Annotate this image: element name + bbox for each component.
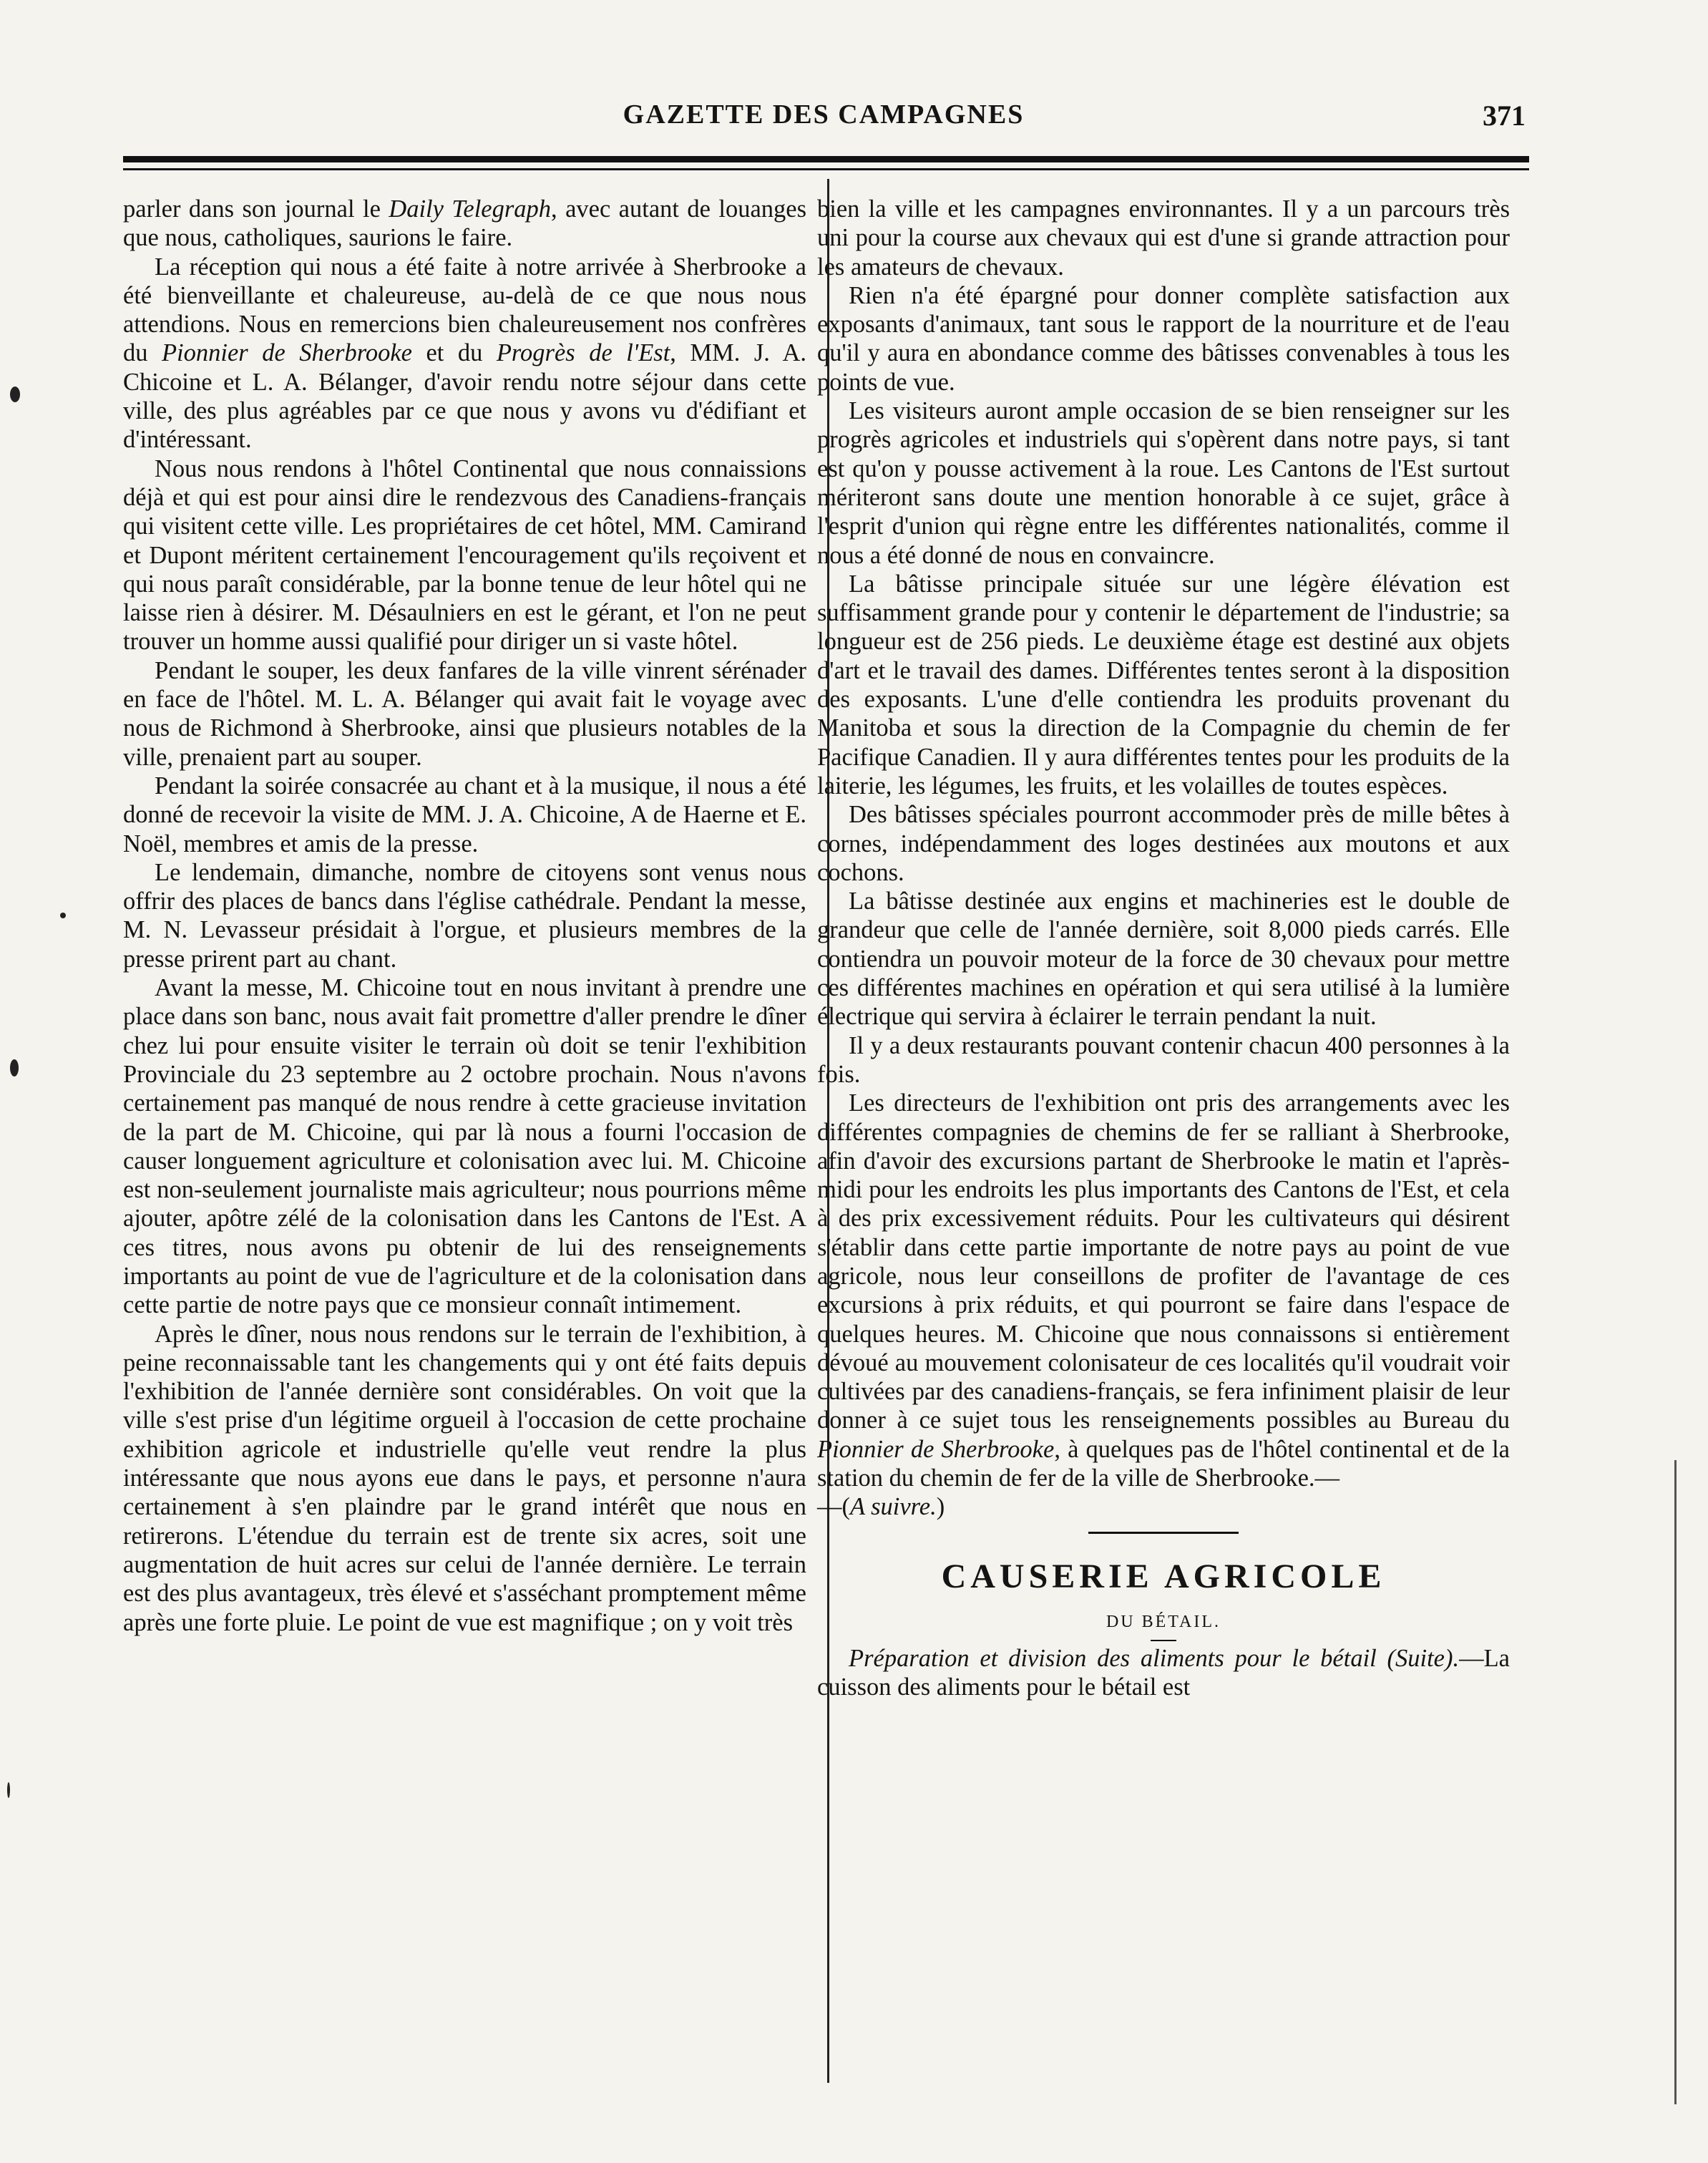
- subheading-rule: [1151, 1640, 1176, 1641]
- paragraph-5: Pendant la soirée consacrée au chant et à la musique, il nous a été donné de recevoir la visite de MM. J. A. Chicoine, A de Haerne et E. Noël, membres et amis de la presse.: [123, 772, 806, 857]
- paragraph-7: Avant la messe, M. Chicoine tout en nous invitant à prendre une place dans son banc, nous avait fait promettre d'aller prendre le dîner chez lui pour ensuite visiter le terrain où doit se tenir l'exhibition Provinciale du 23 septembre au 2 octobre prochain. Nous n'avons certainement pas manqué de nous rendre à cette gracieuse invitation de la part de M. Chicoine, qui par là nous a fourni l'occasion de causer longuement agriculture et colonisation avec lui. M. Chicoine est non-seulement journaliste mais agriculteur; nous pourrions même ajouter, apôtre zélé de la colonisation dans les Cantons de l'Est. A ces titres, nous avons pu obtenir de lui des renseignements importants au point de vue de l'agriculture et de la colonisation dans cette partie de notre pays que ce monsieur connaît intimement.: [123, 974, 806, 1319]
- daily-telegraph-title: Daily Telegraph: [389, 195, 552, 223]
- margin-speck: [60, 913, 66, 918]
- paragraph-2-text-c: , MM. J. A. Chicoine et L. A. Bélanger, d'avoir rendu notre séjour dans cette ville, des plus agréables par ce que nous y avons vu d'édifiant et d'intéressant.: [123, 339, 806, 454]
- paragraph-16-text-a: Les directeurs de l'exhibition ont pris des arrangements avec les différentes compagnies de chemins de fer se ralliant à Sherbrooke, afin d'avoir des excursions partant de Sherbrooke le matin et l'après-midi pour les endroits les plus importants des Cantons de l'Est, et cela à des prix excessivement réduits. Pour les cultivateurs qui désirent s'établir dans cette partie importante de notre pays au point de vue agricole, nous leur conseillons de profiter de l'avantage de ces excursions à prix réduits, et qui pourront se faire dans l'espace de quelques heures. M. Chicoine que nous connaissons si entièrement dévoué au mouvement colonisateur de ces localités qu'il voudrait voir cultivées par des canadiens-français, se fera infiniment plaisir de leur donner à ce sujet tous les renseignements possibles au Bureau du: [817, 1089, 1510, 1434]
- section-separator-rule: [1088, 1532, 1239, 1534]
- paragraph-3: Nous nous rendons à l'hôtel Continental que nous connaissions déjà et qui est pour ainsi dire le rendezvous des Canadiens-français qui visitent cette ville. Les propriétaires de cet hôtel, MM. Camirand et Dupont méritent certainement l'encouragement qu'ils reçoivent et qui nous paraît considérable, par la bonne tenue de leur hôtel qui ne laisse rien à désirer. M. Désaulniers en est le gérant, et l'on ne peut trouver un homme aussi qualifié pour diriger un si vaste hôtel.: [123, 455, 806, 656]
- margin-speck: [10, 387, 20, 402]
- paragraph-15: Il y a deux restaurants pouvant contenir chacun 400 personnes à la fois.: [817, 1031, 1510, 1088]
- paragraph-9: bien la ville et les campagnes environnantes. Il y a un parcours très uni pour la course aux chevaux qui est d'une si grande attraction pour les amateurs de chevaux.: [817, 195, 1510, 281]
- paragraph-1-text-a: parler dans son journal le: [123, 195, 389, 223]
- margin-speck: [7, 1782, 10, 1798]
- paragraph-17-lead: Préparation et division des aliments pour le bétail (Suite).: [849, 1644, 1460, 1672]
- paragraph-17: [817, 1644, 1510, 1702]
- paragraph-2-text-a: La réception qui nous a été faite à notre arrivée à Sherbrooke a été bienveillante et chaleureuse, au-delà de ce que nous nous attendions. Nous en remercions bien chaleureusement nos confrères du: [123, 253, 806, 367]
- paragraph-2: [123, 253, 806, 455]
- paragraph-4: Pendant le souper, les deux fanfares de la ville vinrent sérénader en face de l'hôtel. M. L. A. Bélanger qui avait fait le voyage avec nous de Richmond à Sherbrooke, ainsi que plusieurs notables de la ville, prenaient part au souper.: [123, 656, 806, 771]
- right-column: [817, 195, 1510, 1701]
- paragraph-11: Les visiteurs auront ample occasion de se bien renseigner sur les progrès agricoles et industriels qui s'opèrent dans notre pays, si tant est qu'on y pousse activement à la roue. Les Cantons de l'Est surtout mériteront sans doute une mention honorable à ce sujet, grâce à l'esprit d'union qui règne entre les différentes nationalités, comme il nous a été donné de nous en convaincre.: [817, 397, 1510, 569]
- paragraph-14: La bâtisse destinée aux engins et machineries est le double de grandeur que celle de l'année dernière, soit 8,000 pieds carrés. Elle contiendra un pouvoir moteur de la force de 30 chevaux pour mettre ces différentes machines en opération et qui sera utilisé à la lumière électrique qui servira à éclairer le terrain pendant la nuit.: [817, 888, 1510, 1031]
- paragraph-16: [817, 1089, 1510, 1492]
- paragraph-16-text-b: , à quelques pas de l'hôtel continental et de la station du chemin de fer de la ville de Sherbrooke.—: [817, 1435, 1510, 1492]
- to-be-continued-open: —(: [817, 1493, 850, 1521]
- pionnier-title-2: Pionnier de Sherbrooke: [817, 1435, 1055, 1463]
- left-column: [123, 195, 806, 1637]
- paragraph-12: La bâtisse principale située sur une légère élévation est suffisamment grande pour y contenir le département de l'industrie; sa longueur est de 256 pieds. Le deuxième étage est destiné aux objets d'art et le travail des dames. Différentes tentes seront à la disposition des exposants. L'une d'elle contiendra les produits provenant du Manitoba et sous la direction de la Compagnie du chemin de fer Pacifique Canadien. Il y aura différentes tentes pour les produits de la laiterie, les légumes, les fruits, et les volailles de toutes espèces.: [817, 570, 1510, 799]
- margin-speck: [1674, 1460, 1677, 2104]
- progres-title: Progrès de l'Est: [496, 339, 670, 367]
- paragraph-1-text-b: , avec autant de louanges que nous, catholiques, saurions le faire.: [123, 195, 806, 252]
- section-heading: CAUSERIE AGRICOLE: [941, 1557, 1386, 1595]
- header-rule-thin: [123, 168, 1529, 170]
- to-be-continued-close: ): [936, 1493, 945, 1521]
- running-head: [122, 99, 1526, 142]
- section-subheading: DU BÉTAIL.: [1106, 1612, 1221, 1631]
- pionnier-title: Pionnier de Sherbrooke: [161, 339, 412, 367]
- running-title: GAZETTE DES CAMPAGNES: [623, 99, 1025, 130]
- paragraph-6: Le lendemain, dimanche, nombre de citoyens sont venus nous offrir des places de bancs dans l'église cathédrale. Pendant la messe, M. N. Levasseur présidait à l'orgue, et plusieurs membres de la presse prirent part au chant.: [123, 858, 806, 973]
- paragraph-17-text: —La cuisson des aliments pour le bétail est: [817, 1644, 1510, 1701]
- paragraph-1: [123, 195, 806, 253]
- header-rule-thick: [123, 156, 1529, 162]
- to-be-continued: [817, 1492, 1510, 1521]
- paragraph-10: Rien n'a été épargné pour donner complète satisfaction aux exposants d'animaux, tant sous le rapport de la nourriture et de l'eau qu'il y aura en abondance comme des bâtisses convenables à tous les points de vue.: [817, 281, 1510, 396]
- paragraph-13: Des bâtisses spéciales pourront accommoder près de mille bêtes à cornes, indépendamment des loges destinées aux moutons et aux cochons.: [817, 801, 1510, 886]
- paragraph-2-text-b: et du: [412, 339, 497, 367]
- to-be-continued-text: A suivre.: [850, 1493, 937, 1521]
- paragraph-8: Après le dîner, nous nous rendons sur le terrain de l'exhibition, à peine reconnaissable tant les changements qui y ont été faits depuis l'exhibition de l'année dernière sont considérables. On voit que la ville s'est prise d'un légitime orgueil à l'occasion de cette prochaine exhibition agricole et industrielle qu'elle veut rendre la plus intéressante que nous ayons eue dans le pays, et personne n'aura certainement à s'en plaindre par le grand intérêt que nous en retirerons. L'étendue du terrain est de trente six acres, soit une augmentation de huit acres sur celui de l'année dernière. Le terrain est des plus avantageux, très élevé et s'asséchant promptement même après une forte pluie. Le point de vue est magnifique ; on y voit très: [123, 1320, 806, 1636]
- page-number: 371: [1483, 99, 1526, 132]
- margin-speck: [10, 1059, 19, 1076]
